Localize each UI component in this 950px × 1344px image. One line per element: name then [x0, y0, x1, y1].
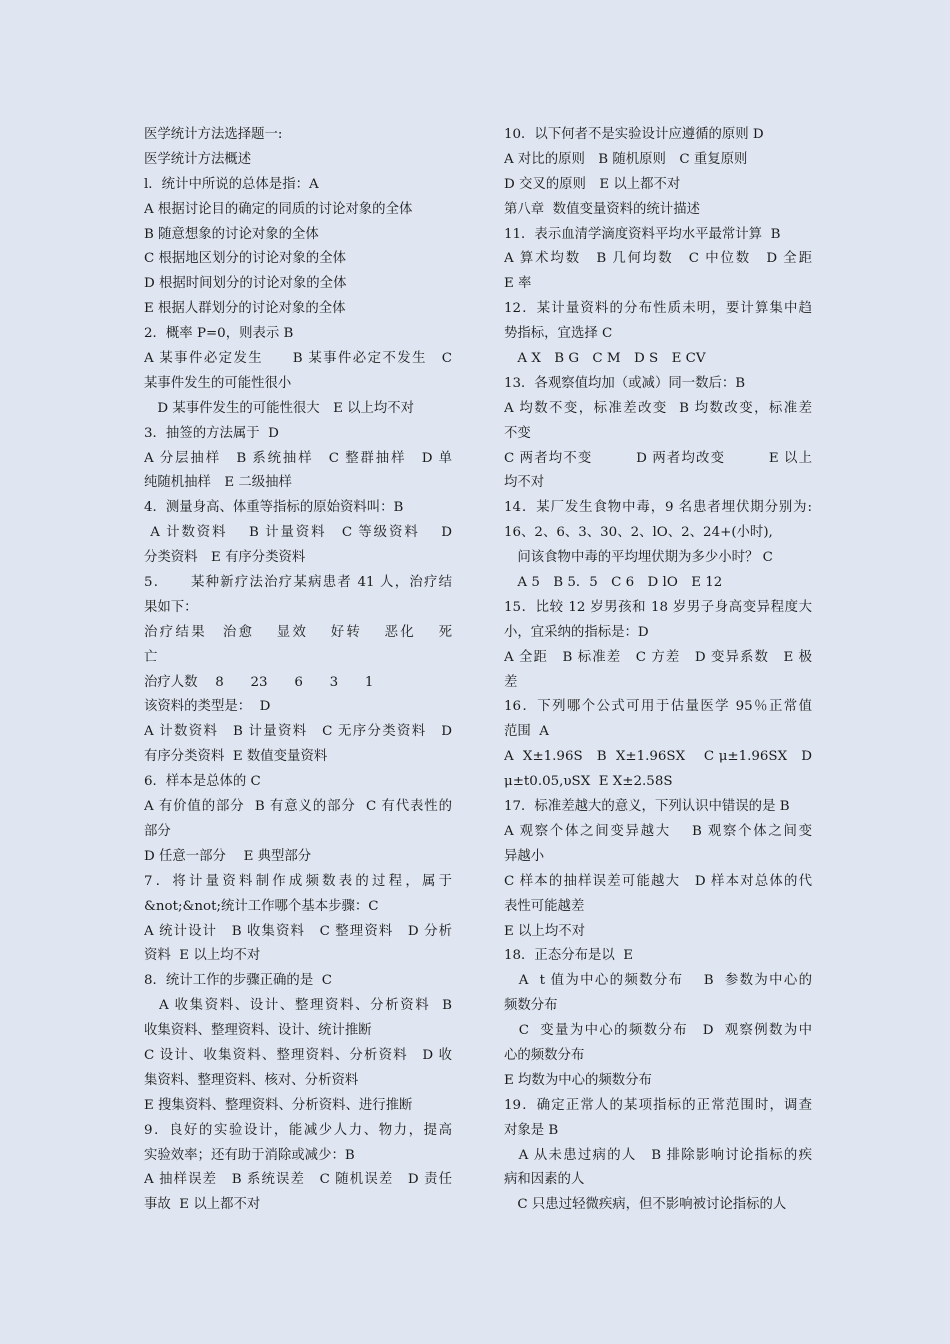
text-line: A 对比的原则 B 随机原则 C 重复原则 — [504, 151, 748, 167]
text-line: 5． 某种新疗法治疗某病患者 41 人，治疗结 — [144, 575, 452, 591]
text-line: 小，宜采纳的指标是：D — [504, 624, 649, 640]
text-line: 不变 — [504, 425, 531, 441]
text-line: A 全距 B 标准差 C 方差 D 变异系数 E 极 — [504, 649, 812, 665]
text-line: 病和因素的人 — [504, 1172, 585, 1188]
text-line: 实验效率；还有助于消除或减少：B — [144, 1147, 355, 1163]
text-line: A 均数不变，标准差改变 B 均数改变，标准差 — [504, 400, 812, 416]
text-line: 纯随机抽样 E 二级抽样 — [144, 475, 292, 491]
text-line: 对象是 B — [504, 1122, 559, 1138]
text-line: 3．抽签的方法属于 D — [144, 425, 279, 441]
text-line: 治疗结果 治愈 显效 好转 恶化 死 — [144, 624, 452, 640]
text-line: 17．标准差越大的意义，下列认识中错误的是 B — [504, 799, 790, 815]
text-line: 该资料的类型是： D — [144, 699, 271, 715]
text-line: 9．良好的实验设计，能减少人力、物力，提高 — [144, 1122, 452, 1138]
text-line: 集资料、整理资料、核对、分析资料 — [144, 1072, 359, 1088]
text-line: A 有价值的部分 B 有意义的部分 C 有代表性的 — [144, 799, 452, 815]
text-line: A X B G C M D S E CV — [504, 351, 706, 367]
text-line: C 根据地区划分的讨论对象的全体 — [144, 251, 346, 267]
left-text-column — [144, 123, 452, 1218]
text-line: 13．各观察值均加（或减）同一数后：B — [504, 375, 746, 391]
text-line: C 样本的抽样误差可能越大 D 样本对总体的代 — [504, 873, 812, 889]
text-line: 医学统计方法概述 — [144, 151, 252, 167]
text-line: 2．概率 P=0，则表示 B — [144, 326, 294, 342]
text-line: C 设计、收集资料、整理资料、分析资料 D 收 — [144, 1047, 452, 1063]
text-line: A 分层抽样 B 系统抽样 C 整群抽样 D 单 — [144, 450, 452, 466]
text-line: 治疗人数 8 23 6 3 1 — [144, 674, 374, 690]
text-line: A 算术均数 B 几何均数 C 中位数 D 全距 — [504, 251, 812, 267]
text-line: 7．将计量资料制作成频数表的过程，属于 — [144, 873, 452, 889]
text-line: 事故 E 以上都不对 — [144, 1197, 261, 1213]
text-line: A 计数资料 B 计量资料 C 等级资料 D — [144, 525, 452, 541]
text-line: 有序分类资料 E 数值变量资料 — [144, 749, 328, 765]
text-line: D 交叉的原则 E 以上都不对 — [504, 176, 681, 192]
text-line: 4．测量身高、体重等指标的原始资料叫：B — [144, 500, 404, 516]
text-line: A 某事件必定发生 B 某事件必定不发生 C — [144, 351, 452, 367]
text-line: 问该食物中毒的平均埋伏期为多少小时？ C — [504, 550, 773, 566]
text-line: A 观察个体之间变异越大 B 观察个体之间变 — [504, 823, 812, 839]
text-line: E 以上均不对 — [504, 923, 585, 939]
text-line: D 根据时间划分的讨论对象的全体 — [144, 276, 347, 292]
text-line: 范围 A — [504, 724, 549, 740]
text-line: 6．样本是总体的 C — [144, 774, 261, 790]
text-line: 收集资料、整理资料、设计、统计推断 — [144, 1023, 372, 1039]
text-line: 10．以下何者不是实验设计应遵循的原则 D — [504, 127, 764, 142]
text-line: 资料 E 以上均不对 — [144, 948, 261, 964]
text-line: A 抽样误差 B 系统误差 C 随机误差 D 责任 — [144, 1172, 452, 1188]
text-line: A 根据讨论目的确定的同质的讨论对象的全体 — [144, 201, 413, 217]
text-line: 某事件发生的可能性很小 — [144, 375, 292, 391]
text-line: 14．某厂发生食物中毒，9 名患者埋伏期分别为: — [504, 500, 812, 516]
text-line: 差 — [504, 674, 518, 690]
text-line: E 根据人群划分的讨论对象的全体 — [144, 301, 346, 317]
text-line: l．统计中所说的总体是指：A — [144, 176, 319, 192]
text-line: 部分 — [144, 823, 171, 839]
text-line: 18．正态分布是以 E — [504, 948, 634, 964]
text-line: E 率 — [504, 276, 532, 292]
text-line: 频数分布 — [504, 998, 558, 1014]
text-line: C 变量为中心的频数分布 D 观察例数为中 — [504, 1023, 812, 1039]
text-line: A 统计设计 B 收集资料 C 整理资料 D 分析 — [144, 923, 452, 939]
text-line: 8．统计工作的步骤正确的是 C — [144, 973, 332, 989]
text-line: 12．某计量资料的分布性质未明，要计算集中趋 — [504, 301, 812, 317]
text-line: μ±t0.05,υSX E X±2.58S — [504, 774, 673, 790]
text-line: D 任意一部分 E 典型部分 — [144, 848, 312, 864]
text-line: 分类资料 E 有序分类资料 — [144, 550, 306, 566]
text-line: 果如下： — [144, 599, 198, 615]
text-line: 医学统计方法选择题一: — [144, 127, 283, 142]
text-line: 心的频数分布 — [504, 1047, 585, 1063]
text-line: 势指标，宜选择 C — [504, 326, 613, 342]
text-line: 16、2、6、3、30、2、lO、2、24+(小时), — [504, 525, 773, 541]
text-line: 表性可能越差 — [504, 898, 585, 914]
text-line: 亡 — [144, 649, 158, 665]
text-line: D 某事件发生的可能性很大 E 以上均不对 — [144, 400, 415, 416]
text-line: A 5 B 5．5 C 6 D lO E 12 — [504, 575, 723, 591]
text-line: 19．确定正常人的某项指标的正常范围时，调查 — [504, 1097, 812, 1113]
right-text-column — [504, 123, 812, 1218]
text-line: A 从未患过病的人 B 排除影响讨论指标的疾 — [504, 1147, 812, 1163]
text-line: A t 值为中心的频数分布 B 参数为中心的 — [504, 973, 812, 989]
text-line: A 收集资料、设计、整理资料、分析资料 B — [144, 998, 452, 1014]
text-line: A X±1.96S B X±1.96SX C μ±1.96SX D — [504, 749, 812, 765]
text-line: B 随意想象的讨论对象的全体 — [144, 226, 319, 242]
text-line: 16．下列哪个公式可用于估量医学 95％正常值 — [504, 699, 812, 715]
text-line: 异越小 — [504, 848, 545, 864]
text-line: E 搜集资料、整理资料、分析资料、进行推断 — [144, 1097, 413, 1113]
text-line: A 计数资料 B 计量资料 C 无序分类资料 D — [144, 724, 452, 740]
text-line: &not;&not;统计工作哪个基本步骤：C — [144, 898, 379, 914]
text-line: 第八章 数值变量资料的统计描述 — [504, 201, 700, 217]
text-line: E 均数为中心的频数分布 — [504, 1072, 652, 1088]
text-line: C 只患过轻微疾病，但不影响被讨论指标的人 — [504, 1197, 787, 1213]
text-line: 11．表示血清学滴度资料平均水平最常计算 B — [504, 226, 781, 242]
text-line: C 两者均不变 D 两者均改变 E 以上 — [504, 450, 812, 466]
text-line: 均不对 — [504, 475, 545, 491]
text-line: 15．比较 12 岁男孩和 18 岁男子身高变异程度大 — [504, 599, 812, 615]
